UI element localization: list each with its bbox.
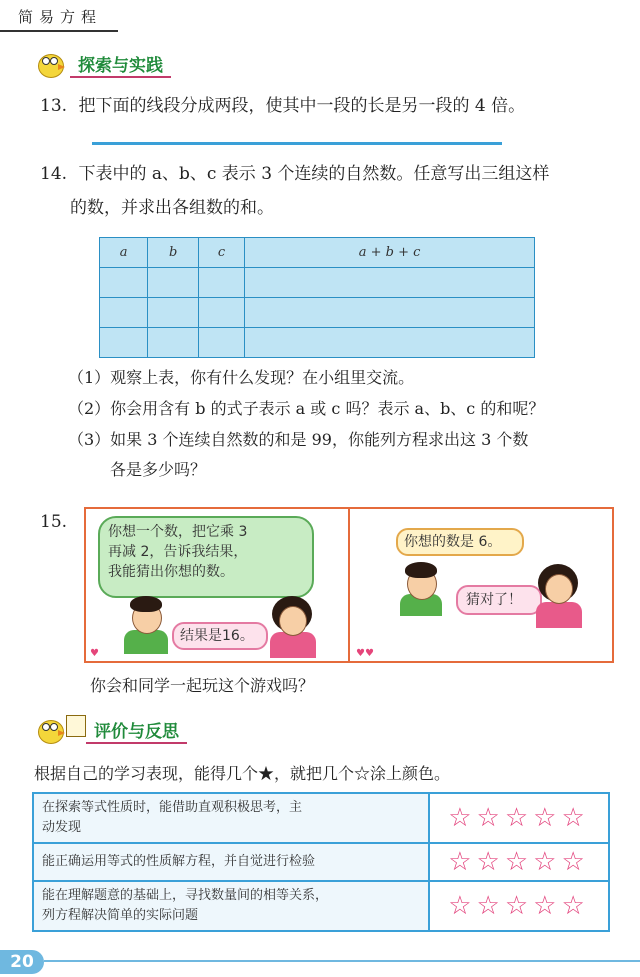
bubble-line: 我能猜出你想的数。 (108, 564, 234, 580)
table-cell[interactable] (148, 328, 199, 358)
numbers-table (99, 237, 535, 358)
table-row (100, 268, 535, 298)
sub-question-3-line2: 各是多少吗？ (110, 460, 207, 479)
heart-icon: ♥♥ (356, 648, 374, 659)
table-header-row (100, 238, 535, 268)
table-row (100, 298, 535, 328)
evaluation-intro: 根据自己的学习表现，能得几个★，就把几个☆涂上颜色。 (34, 764, 451, 783)
evaluation-criterion (33, 793, 429, 843)
heart-icon: ♥ (90, 648, 99, 659)
question-number: 13. (40, 96, 68, 116)
section-banner-reflect (36, 716, 187, 744)
bubble-line: 你想一个数，把它乘 3 (108, 524, 248, 540)
table-header: a (100, 238, 148, 268)
speech-bubble-boy (98, 516, 314, 598)
segment-line (92, 142, 502, 145)
section-title: 评价与反思 (86, 717, 187, 744)
question-text: 把下面的线段分成两段，使其中一段的长是另一段的 4 倍。 (78, 96, 526, 116)
table-cell[interactable] (199, 298, 245, 328)
criterion-line: 列方程解决简单的实际问题 (42, 908, 199, 923)
notebook-icon (66, 715, 86, 737)
page-number: 20 (0, 950, 44, 974)
star-rating[interactable]: ☆☆☆☆☆ (429, 793, 609, 843)
criterion-line: 在探索等式性质时，能借助直观积极思考，主 (42, 800, 303, 815)
evaluation-criterion (33, 881, 429, 931)
question-14-line1 (40, 160, 549, 188)
table-row (100, 328, 535, 358)
bubble-line: 再减 2，告诉我结果， (108, 544, 248, 560)
table-header: b (148, 238, 199, 268)
table-cell[interactable] (100, 328, 148, 358)
question-text: 下表中的 a、b、c 表示 3 个连续的自然数。任意写出三组这样 (78, 164, 550, 184)
star-rating[interactable]: ☆☆☆☆☆ (429, 881, 609, 931)
page-header-title: 简易方程 (18, 8, 103, 26)
table-row (33, 793, 609, 843)
comic-divider (348, 507, 350, 663)
table-header: c (199, 238, 245, 268)
question-15-text: 你会和同学一起玩这个游戏吗？ (90, 676, 315, 695)
table-row (33, 881, 609, 931)
sub-question-3-line1: （3）如果 3 个连续自然数的和是 99，你能列方程求出这 3 个数 (68, 430, 529, 449)
section-title: 探索与实践 (70, 51, 171, 78)
evaluation-table (32, 792, 610, 932)
sub-question-1: （1）观察上表，你有什么发现？在小组里交流。 (68, 368, 415, 387)
question-15-number: 15. (40, 512, 68, 532)
question-13 (40, 92, 525, 120)
table-cell[interactable] (245, 328, 535, 358)
table-cell[interactable] (199, 328, 245, 358)
question-14-line2: 的数，并求出各组数的和。 (70, 198, 274, 218)
criterion-line: 能在理解题意的基础上，寻找数量间的相等关系， (42, 888, 329, 903)
table-cell[interactable] (199, 268, 245, 298)
header-underline (0, 30, 118, 32)
table-header: a + b + c (245, 238, 535, 268)
question-number: 14. (40, 164, 68, 184)
speech-bubble-boy-right: 你想的数是 6。 (396, 528, 524, 556)
speech-bubble-girl-right: 猜对了！ (456, 585, 542, 615)
speech-bubble-girl: 结果是16。 (172, 622, 268, 650)
section-banner-explore (36, 50, 171, 78)
table-cell[interactable] (245, 298, 535, 328)
table-cell[interactable] (245, 268, 535, 298)
chick-icon (36, 716, 70, 744)
sub-question-2: （2）你会用含有 b 的式子表示 a 或 c 吗？表示 a、b、c 的和呢？ (68, 399, 545, 418)
evaluation-criterion (33, 843, 429, 881)
table-cell[interactable] (100, 298, 148, 328)
table-row (33, 843, 609, 881)
table-cell[interactable] (100, 268, 148, 298)
footer-line (44, 960, 640, 962)
criterion-line: 动发现 (42, 820, 82, 835)
criterion-line: 能正确运用等式的性质解方程，并自觉进行检验 (42, 854, 316, 869)
table-cell[interactable] (148, 268, 199, 298)
table-cell[interactable] (148, 298, 199, 328)
chick-icon (36, 50, 70, 78)
star-rating[interactable]: ☆☆☆☆☆ (429, 843, 609, 881)
